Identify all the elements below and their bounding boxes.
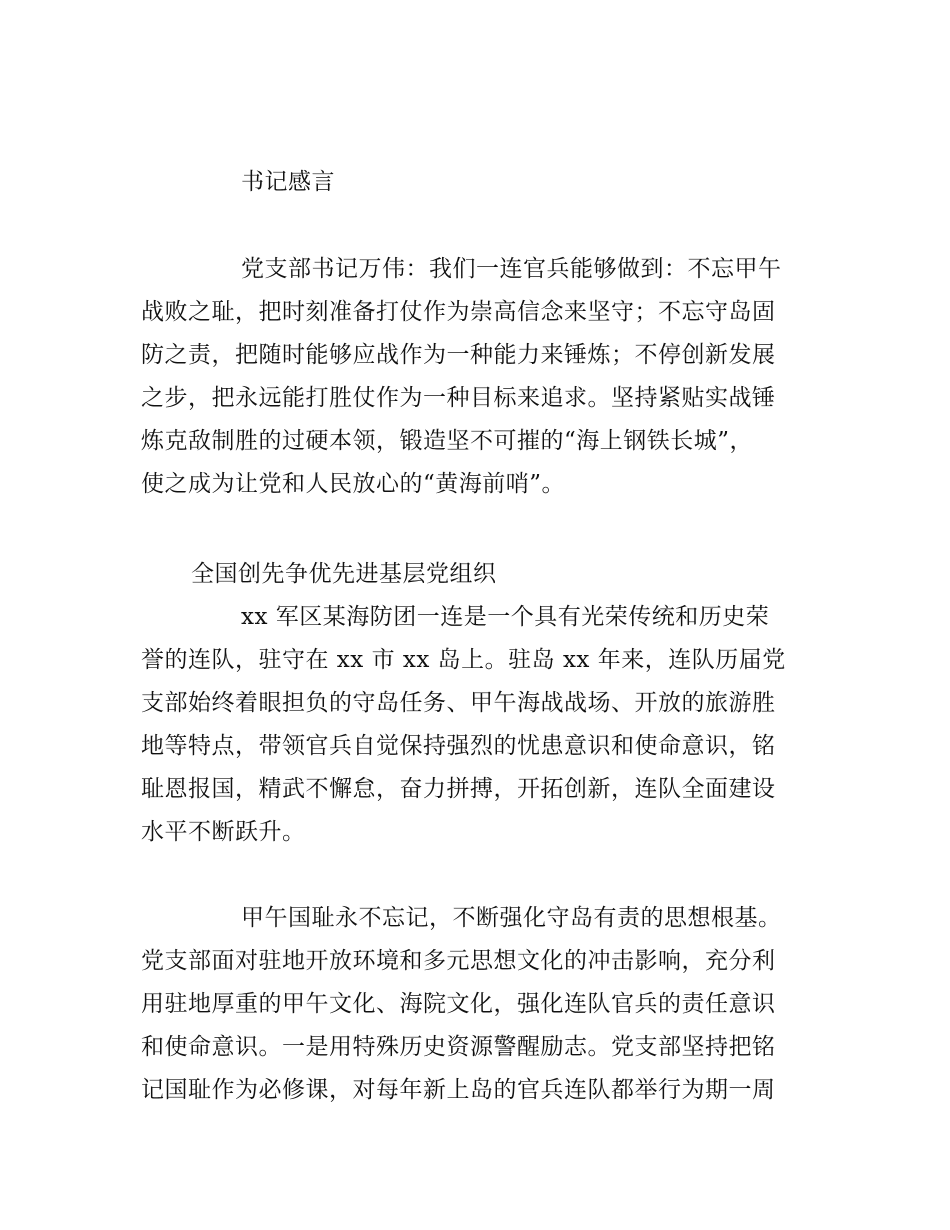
section-heading: 书记感言 — [241, 169, 335, 195]
subheading: 全国创先争优先进基层党组织 — [191, 561, 497, 587]
paragraph-line: xx 军区某海防团一连是一个具有光荣传统和历史荣 — [241, 604, 770, 630]
paragraph-line: 支部始终着眼担负的守岛任务、甲午海战战场、开放的旅游胜 — [141, 690, 776, 716]
paragraph-line: 党支部书记万伟：我们一连官兵能够做到：不忘甲午 — [241, 256, 782, 282]
paragraph-line: 耻恩报国，精武不懈怠，奋力拼搏，开拓创新，连队全面建设 — [141, 776, 776, 802]
paragraph-line: 炼克敌制胜的过硬本领，锻造坚不可摧的“海上钢铁长城”， — [141, 428, 754, 454]
paragraph-line: 战败之耻，把时刻准备打仗作为崇高信念来坚守；不忘守岛固 — [141, 299, 776, 325]
paragraph-line: 党支部面对驻地开放环境和多元思想文化的冲击影响，充分利 — [141, 948, 776, 974]
paragraph-line: 防之责，把随时能够应战作为一种能力来锤炼；不停创新发展 — [141, 342, 776, 368]
paragraph-line: 和使命意识。一是用特殊历史资源警醒励志。党支部坚持把铭 — [141, 1034, 776, 1060]
paragraph-line: 地等特点，带领官兵自觉保持强烈的忧患意识和使命意识，铭 — [141, 733, 776, 759]
paragraph-line: 甲午国耻永不忘记，不断强化守岛有责的思想根基。 — [241, 905, 782, 931]
paragraph-line: 记国耻作为必修课，对每年新上岛的官兵连队都举行为期一周 — [141, 1077, 776, 1103]
paragraph-line: 水平不断跃升。 — [141, 819, 306, 845]
paragraph-line: 使之成为让党和人民放心的“黄海前哨”。 — [141, 471, 566, 497]
paragraph-line: 之步，把永远能打胜仗作为一种目标来追求。坚持紧贴实战锤 — [141, 385, 776, 411]
paragraph-line: 誉的连队，驻守在 xx 市 xx 岛上。驻岛 xx 年来，连队历届党 — [141, 647, 786, 673]
paragraph-line: 用驻地厚重的甲午文化、海院文化，强化连队官兵的责任意识 — [141, 991, 776, 1017]
